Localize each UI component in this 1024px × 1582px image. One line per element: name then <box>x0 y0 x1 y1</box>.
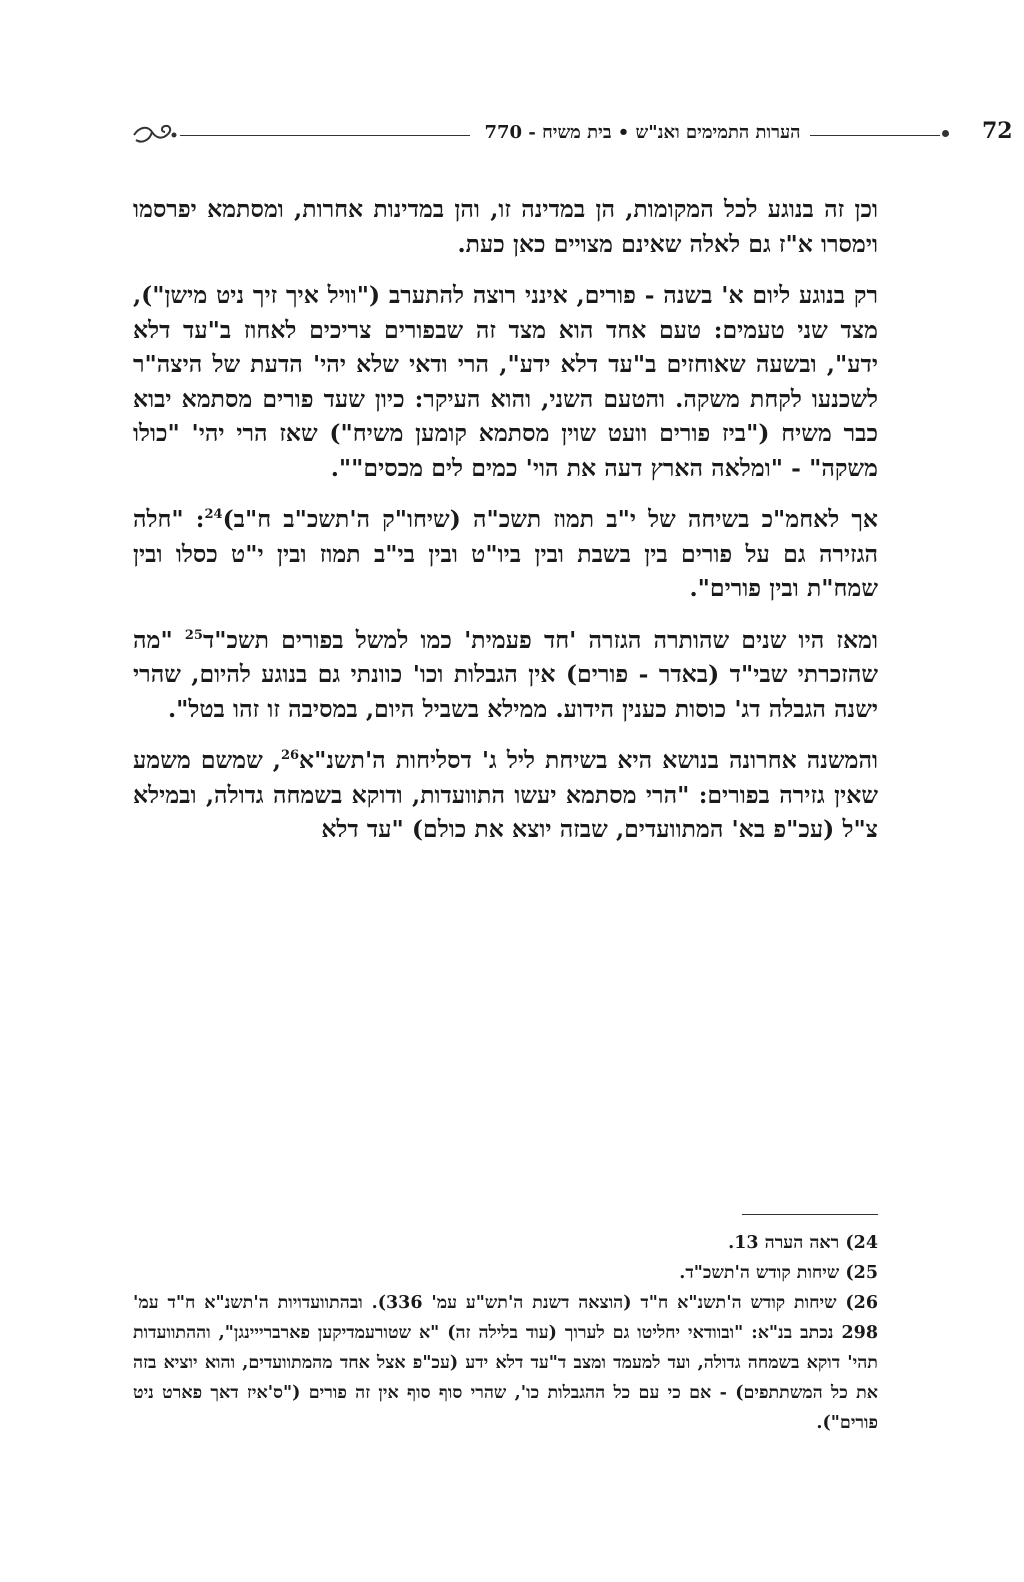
page-number: 72 <box>982 118 1013 144</box>
footnote-separator <box>742 1214 878 1215</box>
paragraph-3: אך לאחמ"כ בשיחה של י"ב תמוז תשכ"ה (שיחו"ק ה'תשכ"ב ח"ב)$^{24}$: "חלה הגזירה גם על פורים בין בשבת ובין ביו"ט ובין בי"ב תמוז ובין י"ט כסלו ובין שמח"ת ובין פורים". <box>133 505 878 602</box>
footnote-ref-25: 25 <box>184 627 203 643</box>
footnote-ref-26: 26 <box>280 748 300 764</box>
header-rule-right <box>810 135 940 136</box>
paragraph-4: ומאז היו שנים שהותרה הגזרה 'חד פעמית' כמו למשל בפורים תשכ"ד$^{25}$ "מה שהזכרתי שבי"ד (באדר - פורים) אין הגבלות וכו' כוונתי גם בנוגע להיום, שהרי ישנה הגבלה דג' כוסות כענין הידוע. ממילא בשביל היום, במסיבה זו זהו בטל". <box>133 625 878 723</box>
main-text <box>133 192 878 864</box>
paragraph-5: והמשנה אחרונה בנושא היא בשיחת ליל ג' דסליחות ה'תשנ"א$^{26}$, שמשם משמע שאין גזירה בפורים: "הרי מסתמא יעשו התוועדות, ודוקא בשמחה גדולה, ובמילא צ"ל (עכ"פ בא' המתוועדים, שבזה יוצא את כולם) "עד דלא <box>133 746 878 843</box>
footnote-25: 25) שיחות קודש ה'תשכ"ד. <box>679 1263 878 1283</box>
footnote-26: 26) שיחות קודש ה'תשנ"א ח"ד (הוצאה דשנת ה'תש"ע עמ' 336). ובהתוועדויות ה'תשנ"א ח"ד עמ' 298 נכתב בנ"א: "ובוודאי יחליטו גם לערוך (עוד בלילה זה) "א שטורעמדיקען פארברייינגן", וההתוועדות תהי' דוקא בשמחה גדולה, ועד למעמד ומצב ד"עד דלא ידע (עכ"פ אצל אחד מהמתוועדים, והוא יוציא בזה את כל המשתתפים) - אם כי עם כל ההגבלות כו', שהרי סוף סוף אין זה פורים ("ס'איז דאך פארט ניט פורים"). <box>133 1293 878 1433</box>
footnote-24: 24) ראה הערה 13. <box>728 1233 878 1253</box>
header-bullet <box>942 130 949 137</box>
flourish-ornament-icon <box>130 120 180 150</box>
footnote-ref-24: 24 <box>204 507 223 523</box>
running-title: הערות התמימים ואנ"ש • בית משיח - 770 <box>484 122 801 143</box>
paragraph-2: רק בנוגע ליום א' בשנה - פורים, אינני רוצה להתערב ("וויל איך זיך ניט מישן"), מצד שני טעמים: טעם אחד הוא מצד זה שבפורים צריכים לאחוז ב"עד דלא ידע", ובשעה שאוחזים ב"עד דלא ידע", הרי ודאי שלא יהי' הדעת של היצה"ר לשכנעו לקחת משקה. והטעם השני, והוא העיקר: כיון שעד פורים מסתמא יבוא כבר משיח ("ביז פורים וועט שוין מסתמא קומען משיח") שאז הרי יהי' "כולו משקה" - "ומלאה הארץ דעה את הוי' כמים לים מכסים"". <box>133 281 878 482</box>
header-rule-left <box>180 135 470 136</box>
paragraph-1: וכן זה בנוגע לכל המקומות, הן במדינה זו, והן במדינות אחרות, ומסתמא יפרסמו וימסרו א"ז גם לאלה שאינם מצויים כאן כעת. <box>133 195 878 258</box>
footnotes <box>133 1228 878 1438</box>
running-header <box>130 118 1013 152</box>
